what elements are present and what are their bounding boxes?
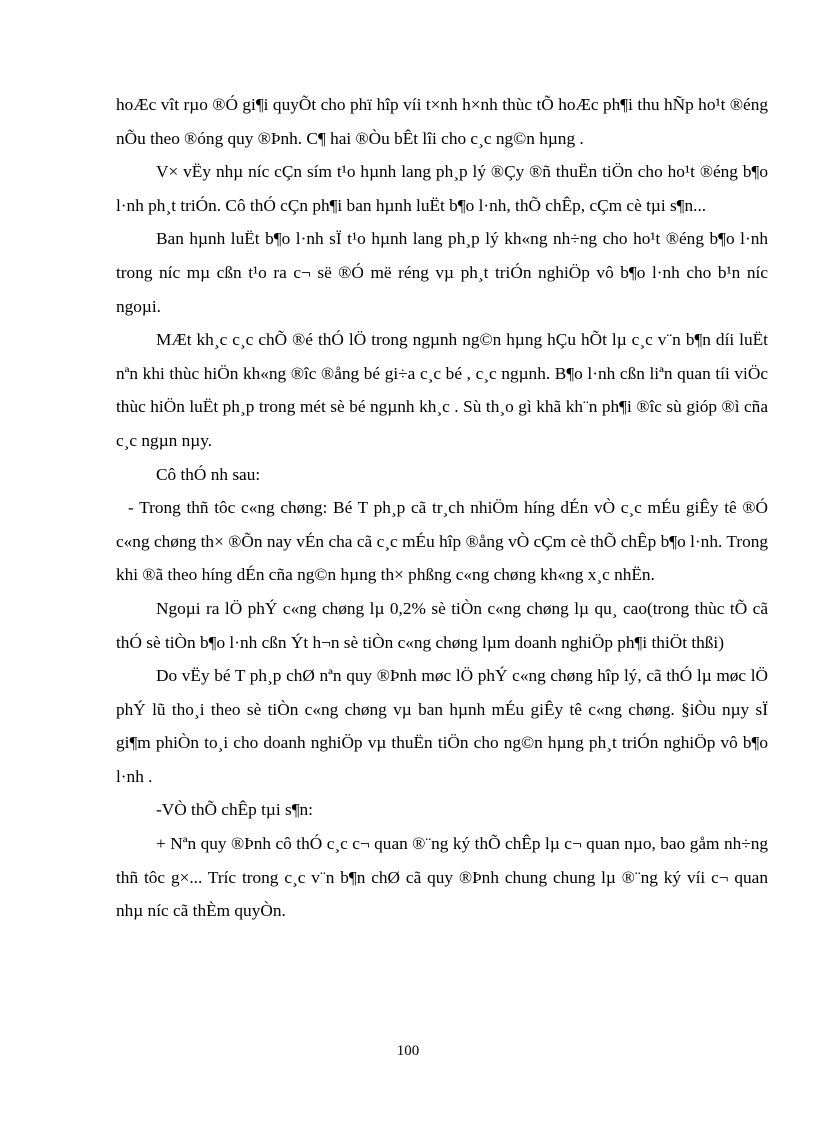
paragraph: V× vËy nhµ níc cÇn sím t¹o hµnh lang ph¸p lý ®Çy ®ñ thuËn tiÖn cho ho¹t ®éng b¶o l·nh ph¸t triÓn. Cô thÓ cÇn ph¶i ban hµnh luËt b¶o l·nh, thÕ chÊp, cÇm cè tµi s¶n... [116, 162, 768, 215]
paragraph: -VÒ thÕ chÊp tµi s¶n: [156, 800, 313, 820]
paragraph: MÆt kh¸c c¸c chÕ ®é thÓ lÖ trong ngµnh ng©n hµng hÇu hÕt lµ c¸c v¨n b¶n díi luËt nªn khi thùc hiÖn kh«ng ®îc ®ång bé gi÷a c¸c bé , c¸c ngµnh. B¶o l·nh cßn liªn quan tíi viÖc thùc hiÖn luËt ph¸p trong mét sè bé ngµnh kh¸c . Sù th¸o gì khã kh¨n ph¶i ®îc sù gióp ®ì cña c¸c ngµn nµy. [116, 330, 768, 450]
page-number: 100 [396, 1043, 420, 1059]
paragraph: Ngoµi ra lÖ phÝ c«ng chøng lµ 0,2% sè tiÒn c«ng chøng lµ qu¸ cao(trong thùc tÕ cã thÓ sè tiÒn b¶o l·nh cßn Ýt h¬n sè tiÒn c«ng chøng lµm doanh nghiÖp ph¶i thiÖt thßi) [116, 598, 768, 652]
paragraph: Cô thÓ nh sau: [156, 464, 261, 484]
paragraph: Ban hµnh luËt b¶o l·nh sÏ t¹o hµnh lang ph¸p lý kh«ng nh÷ng cho ho¹t ®éng b¶o l·nh trong níc mµ cßn t¹o ra c¬ së ®Ó më réng vµ ph¸t triÓn nghiÖp vô b¶o l·nh cho b¹n níc ngoµi. [116, 229, 768, 316]
page-body [116, 88, 768, 928]
paragraph: - Trong thñ tôc c«ng chøng: Bé T ph¸p cã tr¸ch nhiÖm híng dÉn vÒ c¸c mÉu giÊy tê ®Ó c«ng chøng th× ®Õn nay vÉn cha cã c¸c mÉu hîp ®ång vÒ cÇm cè thÕ chÊp b¶o l·nh. Trong khi ®ã theo híng dÉn cña ng©n hµng th× phßng c«ng chøng kh«ng x¸c nhËn. [116, 498, 768, 585]
paragraph: Do vËy bé T ph¸p chØ nªn quy ®Þnh møc lÖ phÝ c«ng chøng hîp lý, cã thÓ lµ møc lÖ phÝ lũ tho¸i theo sè tiÒn c«ng chøng vµ ban hµnh mÉu giÊy tê c«ng chøng. §iÒu nµy sÏ gi¶m phiÒn to¸i cho doanh nghiÖp vµ thuËn tiÖn cho ng©n hµng ph¸t triÓn nghiÖp vô b¶o l·nh . [116, 666, 768, 786]
paragraph: + Nªn quy ®Þnh cô thÓ c¸c c¬ quan ®¨ng ký thÕ chÊp lµ c¬ quan nµo, bao gåm nh÷ng thñ tôc g×... Tríc trong c¸c v¨n b¶n chØ cã quy ®Þnh chung chung lµ ®¨ng ký víi c¬ quan nhµ níc cã thÈm quyÒn. [116, 834, 768, 921]
paragraph: hoÆc vît rµo ®Ó gi¶i quyÕt cho phï hîp víi t×nh h×nh thùc tÕ hoÆc ph¶i thu hÑp ho¹t ®éng nÕu theo ®óng quy ®Þnh. C¶ hai ®Òu bÊt lîi cho c¸c ng©n hµng . [116, 95, 768, 148]
